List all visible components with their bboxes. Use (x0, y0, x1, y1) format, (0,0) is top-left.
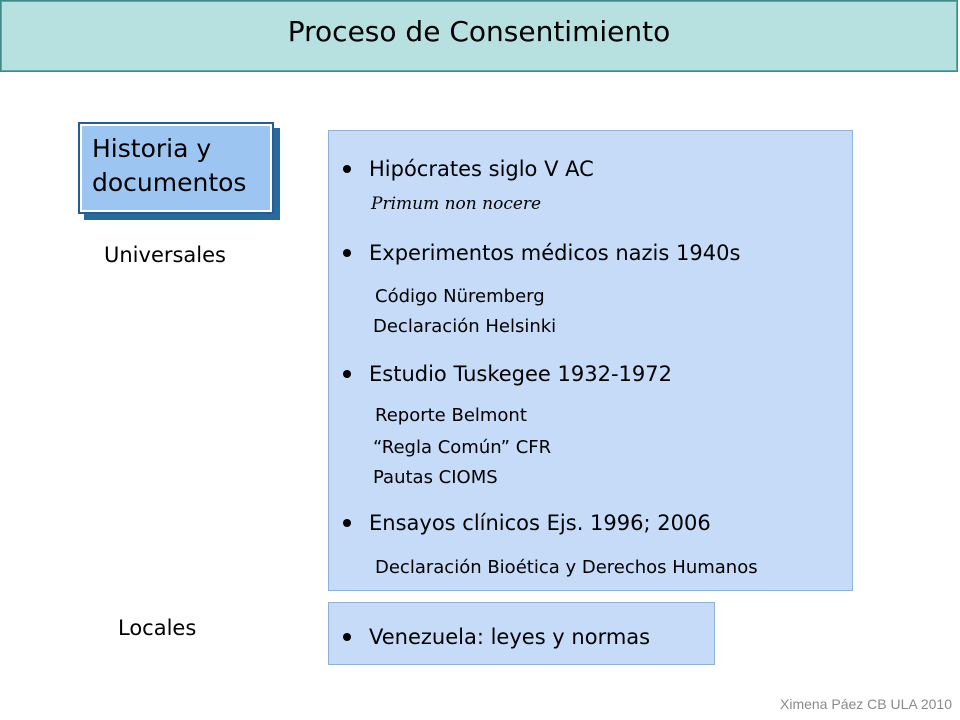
bullet-icon (343, 519, 351, 527)
bullet-icon (343, 633, 351, 641)
item-detail: Código Nüremberg (375, 286, 545, 307)
bullet-icon (343, 370, 351, 378)
item-heading: Experimentos médicos nazis 1940s (369, 241, 741, 265)
history-documents-box (78, 122, 274, 214)
title-banner (0, 0, 958, 72)
local-documents-panel (328, 602, 715, 665)
item-detail: Declaración Bioética y Derechos Humanos (375, 557, 758, 578)
item-heading: Ensayos clínicos Ejs. 1996; 2006 (369, 511, 711, 535)
item-heading: Hipócrates siglo V AC (369, 157, 594, 181)
footer-credit: Ximena Páez CB ULA 2010 (780, 696, 952, 712)
item-detail: Declaración Helsinki (373, 316, 557, 337)
universal-documents-panel (328, 130, 853, 591)
item-heading: Estudio Tuskegee 1932-1972 (369, 362, 672, 386)
locales-label: Locales (118, 616, 197, 640)
history-box-text (92, 132, 246, 200)
bullet-icon (343, 249, 351, 257)
page-title: Proceso de Consentimiento (287, 15, 671, 48)
item-detail: Primum non nocere (371, 194, 542, 214)
item-detail: “Regla Común” CFR (373, 437, 552, 458)
item-heading: Venezuela: leyes y normas (369, 625, 651, 649)
item-detail: Pautas CIOMS (373, 467, 498, 488)
history-line-2: documentos (92, 168, 247, 197)
universales-label: Universales (104, 243, 227, 267)
history-line-1: Historia y (92, 134, 212, 163)
bullet-icon (343, 165, 351, 173)
item-detail: Reporte Belmont (375, 405, 527, 426)
